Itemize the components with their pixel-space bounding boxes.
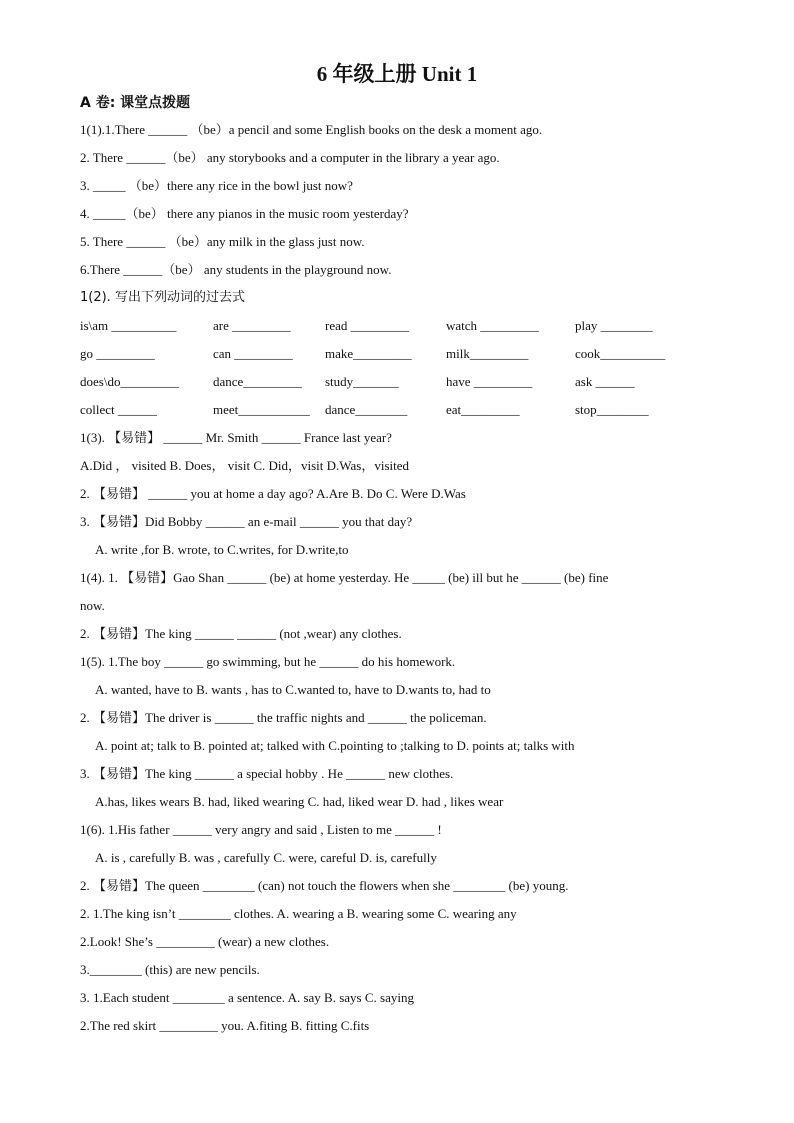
verb-item: stop________ xyxy=(575,402,649,417)
question-line: 1(4). 1. 【易错】Gao Shan ______ (be) at home yesterday. He _____ (be) ill but he ______ (be) fine xyxy=(80,570,609,585)
part-heading: 1(2). 写出下列动词的过去式 xyxy=(80,290,245,305)
answer-options: A. wanted, have to B. wants , has to C.wanted to, have to D.wants to, had to xyxy=(95,682,491,697)
verb-item: is\am __________ xyxy=(80,318,177,333)
question-line: 3. _____ （be）there any rice in the bowl just now? xyxy=(80,178,353,193)
verb-item: dance________ xyxy=(325,402,408,417)
verb-item: dance_________ xyxy=(213,374,302,389)
verb-item: milk_________ xyxy=(446,346,529,361)
verb-item: make_________ xyxy=(325,346,412,361)
question-line: 1(5). 1.The boy ______ go swimming, but he ______ do his homework. xyxy=(80,654,456,669)
verb-row xyxy=(80,312,720,340)
verb-item: eat_________ xyxy=(446,402,520,417)
question-line: 1(6). 1.His father ______ very angry and said , Listen to me ______ ! xyxy=(80,822,442,837)
verb-item: are _________ xyxy=(213,318,291,333)
question-list xyxy=(80,116,720,1040)
question-line: 4. _____（be） there any pianos in the music room yesterday? xyxy=(80,206,409,221)
section-heading: A 卷: 课堂点拨题 xyxy=(80,95,191,111)
verb-item: cook__________ xyxy=(575,346,666,361)
question-line: 6.There ______（be） any students in the playground now. xyxy=(80,262,392,277)
answer-options: A. point at; talk to B. pointed at; talked with C.pointing to ;talking to D. points at; talks with xyxy=(95,738,575,753)
question-line: 2.Look! She’s _________ (wear) a new clothes. xyxy=(80,934,330,949)
answer-options: A.Did ， visited B. Does， visit C. Did，visit D.Was，visited xyxy=(80,458,410,473)
answer-options: A.has, likes wears B. had, liked wearing C. had, liked wear D. had , likes wear xyxy=(95,794,504,809)
verb-row xyxy=(80,340,720,368)
question-line: 2. There ______（be） any storybooks and a computer in the library a year ago. xyxy=(80,150,500,165)
verb-item: meet___________ xyxy=(213,402,310,417)
verb-item: study_______ xyxy=(325,374,399,389)
verb-item: read _________ xyxy=(325,318,410,333)
verb-item: ask ______ xyxy=(575,374,635,389)
verb-item: can _________ xyxy=(213,346,293,361)
question-line: 3. 1.Each student ________ a sentence. A. say B. says C. saying xyxy=(80,990,414,1005)
question-line: 1(1).1.There ______ （be）a pencil and some English books on the desk a moment ago. xyxy=(80,122,543,137)
verb-row xyxy=(80,396,720,424)
question-line: 2.The red skirt _________ you. A.fiting B. fitting C.fits xyxy=(80,1018,370,1033)
question-line: 3. 【易错】Did Bobby ______ an e-mail ______ you that day? xyxy=(80,514,413,529)
question-line: 1(3). 【易错】 ______ Mr. Smith ______ France last year? xyxy=(80,430,392,445)
question-line: 2. 【易错】 ______ you at home a day ago? A.Are B. Do C. Were D.Was xyxy=(80,486,466,501)
question-line: 2. 【易错】The queen ________ (can) not touch the flowers when she ________ (be) young. xyxy=(80,878,569,893)
verb-item: play ________ xyxy=(575,318,653,333)
answer-options: A. is , carefully B. was , carefully C. were, careful D. is, carefully xyxy=(95,850,437,865)
question-line: 3.________ (this) are new pencils. xyxy=(80,962,260,977)
verb-row xyxy=(80,368,720,396)
verb-item: watch _________ xyxy=(446,318,539,333)
question-line: 2. 【易错】The king ______ ______ (not ,wear) any clothes. xyxy=(80,626,402,641)
verb-item: go _________ xyxy=(80,346,155,361)
question-line: now. xyxy=(80,598,105,613)
question-line: 3. 【易错】The king ______ a special hobby . He ______ new clothes. xyxy=(80,766,454,781)
answer-options: A. write ,for B. wrote, to C.writes, for D.write,to xyxy=(95,542,349,557)
question-line: 2. 1.The king isn’t ________ clothes. A. wearing a B. wearing some C. wearing any xyxy=(80,906,517,921)
page-title: 6 年级上册 Unit 1 xyxy=(316,62,478,86)
question-line: 5. There ______ （be）any milk in the glass just now. xyxy=(80,234,365,249)
verb-item: collect ______ xyxy=(80,402,157,417)
verb-item: have _________ xyxy=(446,374,533,389)
verb-item: does\do_________ xyxy=(80,374,179,389)
question-line: 2. 【易错】The driver is ______ the traffic nights and ______ the policeman. xyxy=(80,710,487,725)
